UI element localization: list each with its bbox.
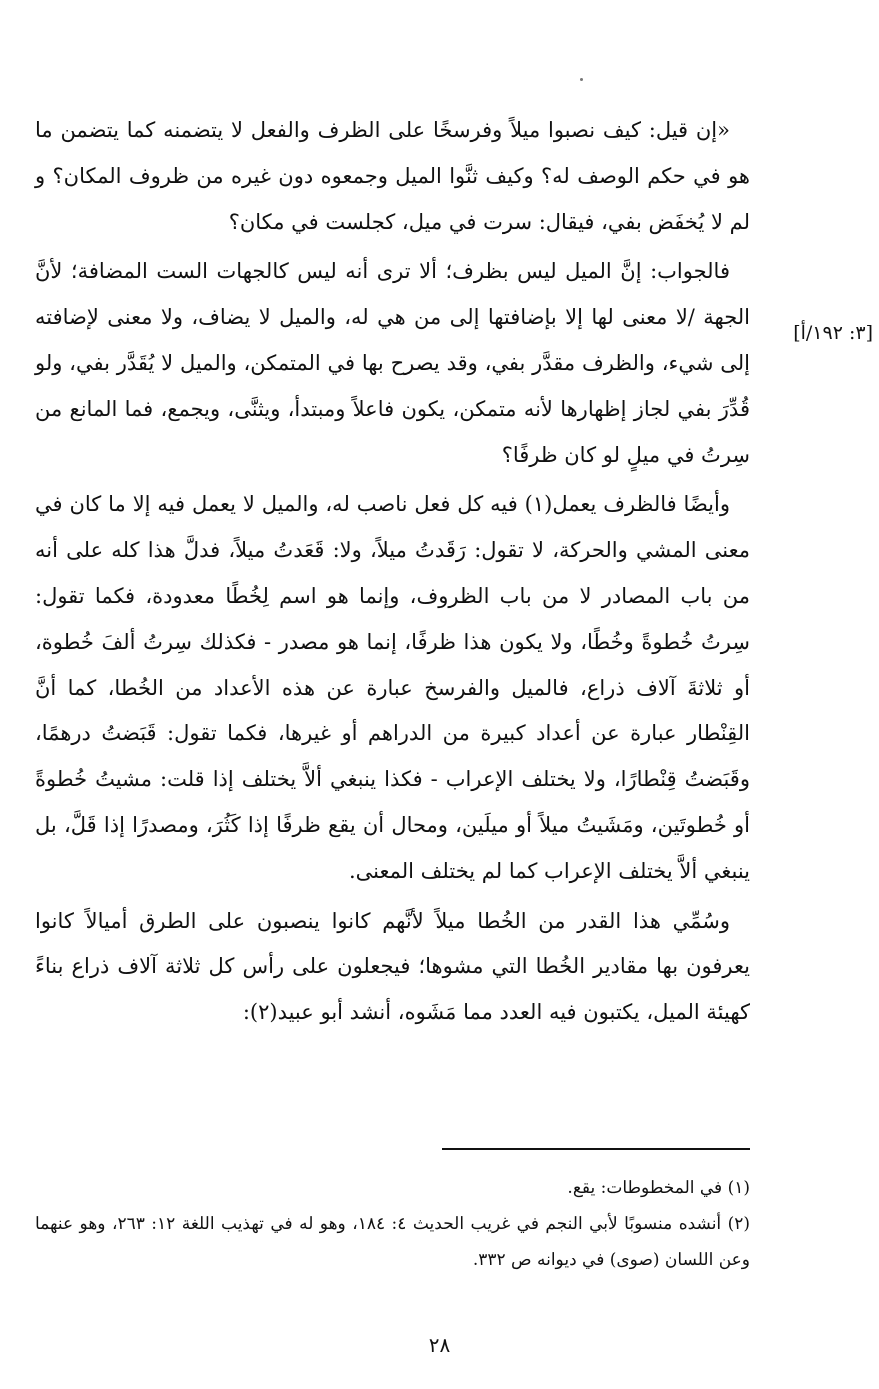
footnote-1: (١) في المخطوطات: يقع. (567, 1178, 750, 1198)
scan-speck (580, 78, 583, 81)
paragraph-answer: فالجواب: إنَّ الميل ليس بظرف؛ ألا ترى أنه ليس كالجهات الست المضافة؛ لأنَّ الجهة /لا معنى لها إلا بإضافتها إلى من هي له، والميل لا يضاف، ولا معنى لإضافته إلى شيء، والظرف مقدَّر بفي، وقد يصرح بها في المتمكن، والميل لا يُقَدَّر بفي، ولو قُدِّرَ بفي لجاز إظهارها لأنه متمكن، يكون فاعلاً ومبتدأ، ويثنَّى، ويجمع، فما المانع من سِرتُ في ميلٍ لو كان ظرفًا؟ (35, 259, 750, 467)
footnote-separator (442, 1148, 750, 1150)
paragraph-question: «إن قيل: كيف نصبوا ميلاً وفرسخًا على الظرف والفعل لا يتضمنه كما يتضمن ما هو في حكم الوصف له؟ وكيف ثنَّوا الميل وجمعوه دون غيره من ظروف المكان؟ و لم لا يُخفَض بفي، فيقال: سرت في ميل، كجلست في مكان؟ (35, 118, 750, 234)
footnote-2: (٢) أنشده منسوبًا لأبي النجم في غريب الحديث ٤: ١٨٤، وهو له في تهذيب اللغة ١٢: ٢٦٣، وهو عنهما وعن اللسان (صوى) في ديوانه ص ٣٣٢. (35, 1214, 750, 1270)
footnotes (35, 1170, 750, 1278)
paragraph-naming: وسُمِّي هذا القدر من الخُطا ميلاً لأنَّهم كانوا ينصبون على الطرق أميالاً كانوا يعرفون بها مقادير الخُطا التي مشوها؛ فيجعلون على رأس كل ثلاثة آلاف ذراع بناءً كهيئة الميل، يكتبون فيه العدد مما مَشَوه، أنشد أبو عبيد(٢): (35, 908, 750, 1025)
margin-manuscript-reference: [٣: ١٩٢/أ] (793, 322, 873, 344)
main-text (35, 108, 750, 1036)
page-number: ٢٨ (428, 1333, 451, 1357)
paragraph-argument: وأيضًا فالظرف يعمل(١) فيه كل فعل ناصب له، والميل لا يعمل فيه إلا ما كان في معنى المشي والحركة، لا تقول: رَقَدتُ ميلاً، ولا: قَعَدتُ ميلاً، فدلَّ هذا كله على أنه من باب المصادر لا من باب الظروف، وإنما هو اسم لِخُطًا معدودة، فكما تقول: سِرتُ خُطوةً وخُطًا، ولا يكون هذا ظرفًا، إنما هو مصدر - فكذلك سِرتُ ألفَ خُطوة، أو ثلاثةَ آلاف ذراع، فالميل والفرسخ عبارة عن هذه الأعداد من الخُطا، كما أنَّ القِنْطار عبارة عن أعداد كبيرة من الدراهم أو غيرها، فكما تقول: قَبَضتُ درهمًا، وقَبَضتُ قِنْطارًا، ولا يختلف الإعراب - فكذا ينبغي ألاَّ يختلف إذا قلت: مشيتُ خُطوةً أو خُطوتَين، ومَشَيتُ ميلاً أو ميلَين، ومحال أن يقع ظرفًا إذا كَثُرَ، ومصدرًا إذا قَلَّ، بل ينبغي ألاَّ يختلف الإعراب كما لم يختلف المعنى. (35, 492, 750, 883)
